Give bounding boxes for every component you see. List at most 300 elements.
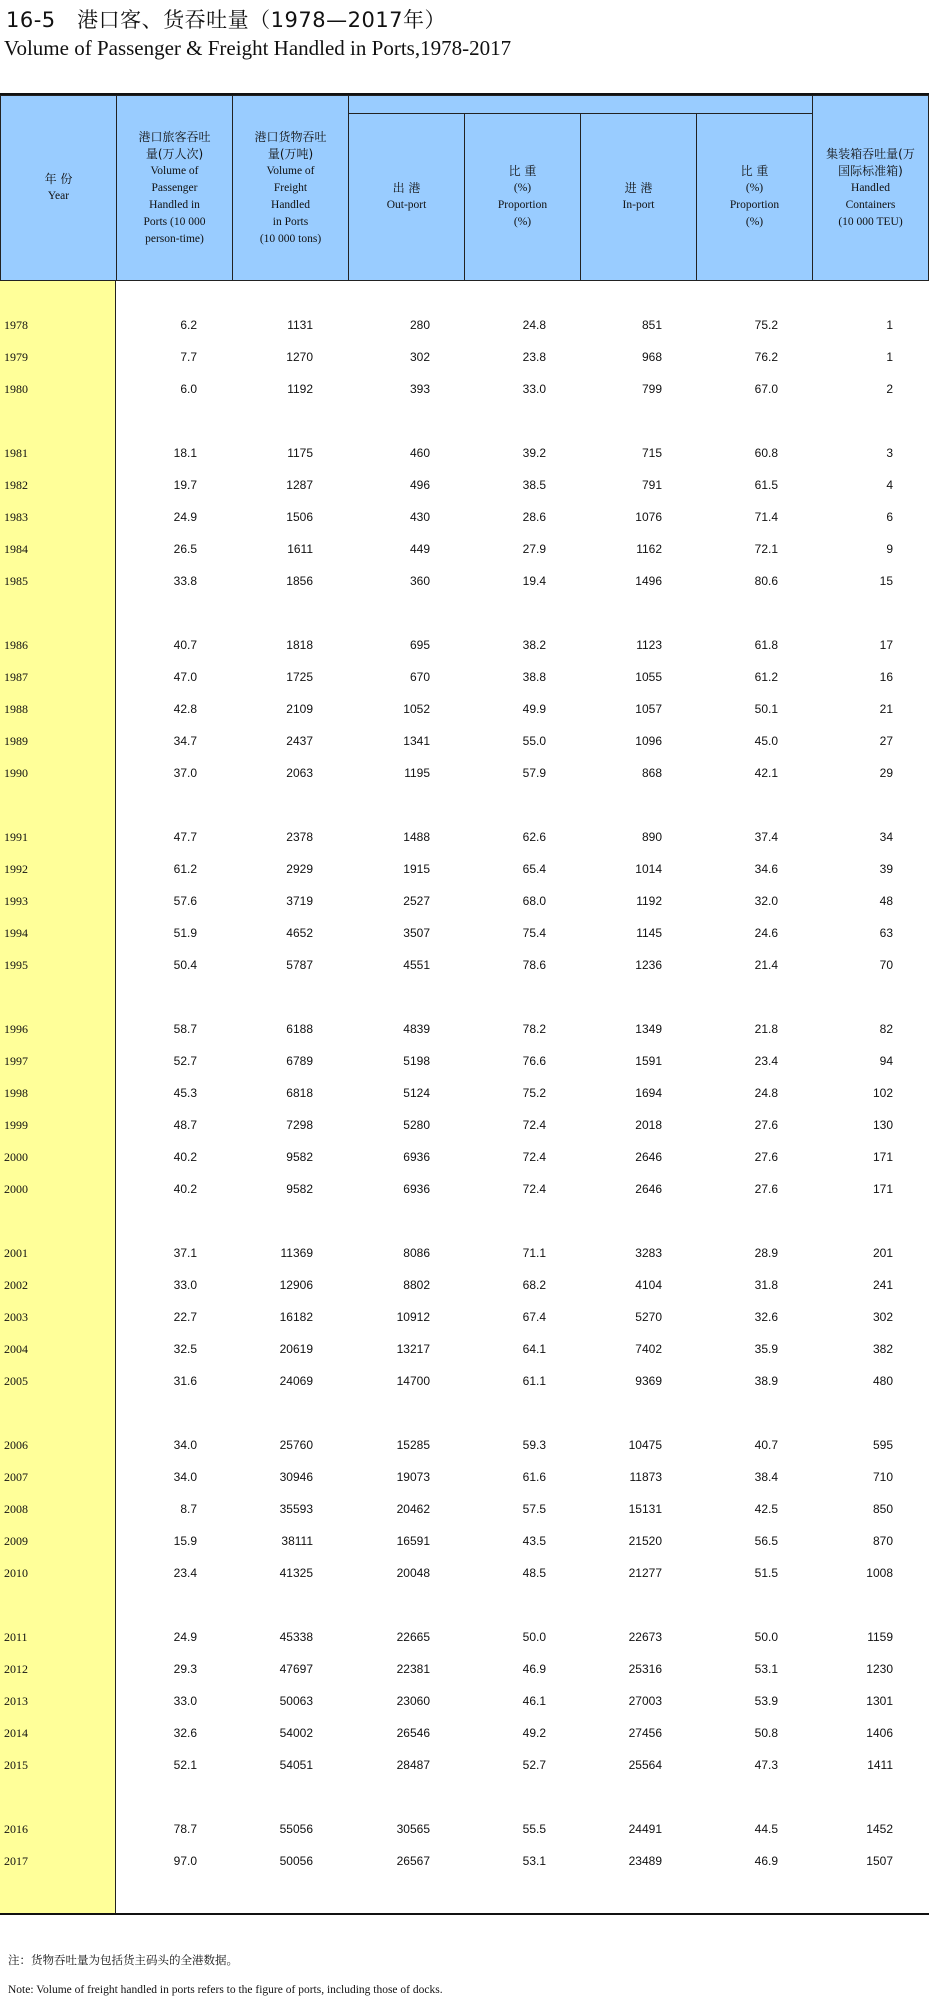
table-row [0, 1758, 929, 1778]
cell-inport: 24491 [628, 1822, 662, 1836]
cell-inport: 4104 [635, 1278, 662, 1292]
cell-proportion-in: 21.8 [754, 1022, 778, 1036]
cell-outport: 15285 [396, 1438, 430, 1452]
cell-proportion-in: 50.0 [754, 1630, 778, 1644]
cell-year: 1997 [4, 1054, 28, 1068]
header-prop2-pct2: (%) [745, 216, 764, 228]
cell-proportion-out: 46.9 [522, 1662, 546, 1676]
cell-containers: 710 [872, 1470, 893, 1484]
cell-outport: 2527 [403, 894, 430, 908]
cell-proportion-in: 61.8 [754, 638, 778, 652]
cell-proportion-in: 27.6 [754, 1182, 778, 1196]
cell-proportion-out: 33.0 [522, 382, 546, 396]
cell-proportion-in: 42.5 [754, 1502, 778, 1516]
cell-proportion-in: 31.8 [754, 1278, 778, 1292]
table-row [0, 1150, 929, 1170]
table-row [0, 1182, 929, 1202]
cell-passenger: 78.7 [173, 1822, 197, 1836]
cell-containers: 201 [872, 1246, 893, 1260]
cell-freight: 1131 [287, 318, 313, 332]
table-row [0, 1438, 929, 1458]
cell-passenger: 42.8 [173, 702, 197, 716]
cell-proportion-out: 72.4 [522, 1182, 546, 1196]
cell-inport: 1145 [636, 926, 662, 940]
cell-outport: 393 [409, 382, 430, 396]
cell-proportion-in: 23.4 [754, 1054, 778, 1068]
cell-proportion-out: 23.8 [522, 350, 546, 364]
cell-year: 1990 [4, 766, 28, 780]
cell-proportion-in: 37.4 [754, 830, 778, 844]
cell-year: 2017 [4, 1854, 28, 1868]
table-row [0, 830, 929, 850]
header-freight-span [348, 95, 813, 114]
cell-passenger: 6.0 [180, 382, 197, 396]
cell-inport: 25564 [628, 1758, 662, 1772]
cell-proportion-out: 43.5 [522, 1534, 546, 1548]
cell-passenger: 33.0 [173, 1278, 197, 1292]
cell-inport: 11873 [629, 1470, 662, 1484]
cell-freight: 9582 [286, 1150, 313, 1164]
cell-proportion-out: 78.2 [522, 1022, 546, 1036]
cell-year: 1979 [4, 350, 28, 364]
cell-proportion-in: 80.6 [754, 574, 778, 588]
cell-containers: 171 [872, 1150, 893, 1164]
table-row [0, 1726, 929, 1746]
cell-containers: 27 [879, 734, 893, 748]
cell-passenger: 61.2 [173, 862, 197, 876]
note-en: Note: Volume of freight handled in ports refers to the figure of ports, including those of docks. [8, 1984, 443, 1996]
header-proportion-in [696, 113, 813, 281]
cell-freight: 35593 [279, 1502, 313, 1516]
cell-outport: 22665 [396, 1630, 430, 1644]
header-outport-en: Out-port [386, 199, 427, 211]
cell-inport: 25316 [628, 1662, 662, 1676]
cell-outport: 6936 [403, 1182, 430, 1196]
cell-proportion-in: 67.0 [754, 382, 778, 396]
cell-containers: 6 [886, 510, 893, 524]
table-row [0, 478, 929, 498]
cell-freight: 20619 [279, 1342, 313, 1356]
cell-passenger: 50.4 [173, 958, 197, 972]
header-prop2-pct: (%) [745, 182, 764, 194]
cell-outport: 28487 [396, 1758, 430, 1772]
cell-inport: 27456 [628, 1726, 662, 1740]
cell-outport: 19073 [396, 1470, 430, 1484]
cell-year: 1982 [4, 478, 28, 492]
cell-passenger: 31.6 [173, 1374, 197, 1388]
cell-inport: 21277 [628, 1566, 662, 1580]
cell-proportion-in: 27.6 [754, 1150, 778, 1164]
cell-freight: 54051 [279, 1758, 313, 1772]
cell-year: 1985 [4, 574, 28, 588]
cell-proportion-out: 76.6 [522, 1054, 546, 1068]
cell-outport: 20462 [396, 1502, 430, 1516]
table-row [0, 1022, 929, 1042]
header-passenger-en3: Handled in [149, 198, 200, 211]
cell-proportion-in: 61.5 [754, 478, 778, 492]
cell-proportion-out: 55.0 [522, 734, 546, 748]
cell-freight: 47697 [279, 1662, 313, 1676]
cell-proportion-in: 53.1 [754, 1662, 778, 1676]
cell-proportion-in: 47.3 [754, 1758, 778, 1772]
cell-year: 2002 [4, 1278, 28, 1292]
cell-inport: 1123 [636, 638, 662, 652]
cell-freight: 2109 [286, 702, 313, 716]
cell-proportion-in: 60.8 [754, 446, 778, 460]
cell-proportion-out: 57.9 [522, 766, 546, 780]
cell-inport: 10475 [628, 1438, 662, 1452]
cell-inport: 1096 [635, 734, 662, 748]
cell-outport: 23060 [396, 1694, 430, 1708]
cell-proportion-in: 44.5 [754, 1822, 778, 1836]
cell-proportion-out: 62.6 [522, 830, 546, 844]
cell-inport: 799 [641, 382, 662, 396]
cell-year: 1989 [4, 734, 28, 748]
table-row [0, 1534, 929, 1554]
cell-proportion-out: 72.4 [522, 1150, 546, 1164]
cell-outport: 22381 [396, 1662, 430, 1676]
cell-containers: 1507 [866, 1854, 893, 1868]
table-row [0, 1694, 929, 1714]
cell-containers: 82 [879, 1022, 893, 1036]
table-row [0, 1854, 929, 1874]
cell-proportion-out: 38.8 [522, 670, 546, 684]
cell-proportion-in: 76.2 [754, 350, 778, 364]
cell-freight: 24069 [279, 1374, 313, 1388]
table-row [0, 446, 929, 466]
header-outport [348, 113, 465, 281]
cell-outport: 5280 [403, 1118, 430, 1132]
cell-proportion-in: 50.1 [754, 702, 778, 716]
cell-year: 1988 [4, 702, 28, 716]
cell-outport: 6936 [403, 1150, 430, 1164]
header-containers-en3: (10 000 TEU) [838, 215, 903, 228]
cell-year: 1983 [4, 510, 28, 524]
header-passenger-cn: 港口旅客吞吐量(万人次) [138, 129, 211, 161]
cell-proportion-out: 72.4 [522, 1118, 546, 1132]
header-containers-en1: Handled [851, 181, 890, 194]
cell-containers: 302 [872, 1310, 893, 1324]
cell-freight: 38111 [281, 1534, 313, 1548]
cell-year: 1998 [4, 1086, 28, 1100]
cell-proportion-in: 35.9 [754, 1342, 778, 1356]
cell-proportion-out: 65.4 [522, 862, 546, 876]
cell-containers: 1452 [866, 1822, 893, 1836]
header-inport-cn: 进 港 [624, 181, 653, 195]
header-freight-en1: Volume of [266, 164, 315, 177]
header-freight-en2: Freight [273, 181, 308, 194]
cell-inport: 1349 [635, 1022, 662, 1036]
cell-containers: 29 [879, 766, 893, 780]
cell-year: 1981 [4, 446, 28, 460]
cell-inport: 1057 [635, 702, 662, 716]
table-row [0, 542, 929, 562]
cell-inport: 5270 [635, 1310, 662, 1324]
cell-outport: 8086 [403, 1246, 430, 1260]
table-row [0, 702, 929, 722]
cell-passenger: 19.7 [173, 478, 197, 492]
cell-inport: 1076 [635, 510, 662, 524]
cell-inport: 1014 [635, 862, 662, 876]
table-row [0, 350, 929, 370]
cell-outport: 8802 [403, 1278, 430, 1292]
table-row [0, 1118, 929, 1138]
table-row [0, 1246, 929, 1266]
cell-freight: 2063 [286, 766, 313, 780]
header-inport-en: In-port [622, 199, 655, 211]
table-row [0, 1822, 929, 1842]
cell-passenger: 29.3 [173, 1662, 197, 1676]
table-row [0, 958, 929, 978]
cell-freight: 2437 [286, 734, 313, 748]
cell-year: 2008 [4, 1502, 28, 1516]
cell-containers: 21 [879, 702, 893, 716]
cell-inport: 868 [641, 766, 662, 780]
cell-proportion-out: 49.9 [522, 702, 546, 716]
cell-freight: 55056 [279, 1822, 313, 1836]
table-row [0, 1662, 929, 1682]
cell-inport: 2646 [635, 1150, 662, 1164]
cell-year: 2006 [4, 1438, 28, 1452]
cell-containers: 1159 [867, 1630, 893, 1644]
cell-year: 2011 [4, 1630, 28, 1644]
cell-proportion-out: 46.1 [522, 1694, 546, 1708]
cell-passenger: 22.7 [173, 1310, 197, 1324]
cell-freight: 3719 [286, 894, 313, 908]
cell-outport: 4839 [403, 1022, 430, 1036]
cell-inport: 2646 [635, 1182, 662, 1196]
cell-year: 2014 [4, 1726, 28, 1740]
cell-inport: 1694 [635, 1086, 662, 1100]
cell-freight: 5787 [286, 958, 313, 972]
table-row [0, 926, 929, 946]
cell-inport: 27003 [628, 1694, 662, 1708]
cell-containers: 870 [872, 1534, 893, 1548]
cell-freight: 45338 [279, 1630, 313, 1644]
cell-outport: 1915 [403, 862, 430, 876]
header-prop1-cn: 比 重 [508, 164, 537, 178]
header-containers-cn: 集装箱吞吐量(万国际标准箱) [826, 146, 915, 178]
cell-outport: 430 [409, 510, 430, 524]
cell-freight: 1270 [286, 350, 313, 364]
header-containers [812, 95, 929, 281]
cell-passenger: 24.9 [173, 510, 197, 524]
cell-proportion-out: 61.1 [522, 1374, 546, 1388]
cell-outport: 13217 [396, 1342, 430, 1356]
cell-proportion-out: 49.2 [522, 1726, 546, 1740]
header-prop2-en: Proportion [729, 199, 780, 211]
cell-containers: 63 [879, 926, 893, 940]
table-row [0, 1566, 929, 1586]
cell-proportion-out: 27.9 [522, 542, 546, 556]
cell-containers: 102 [872, 1086, 893, 1100]
cell-freight: 6789 [286, 1054, 313, 1068]
cell-freight: 11369 [280, 1246, 313, 1260]
cell-containers: 34 [879, 830, 893, 844]
cell-inport: 9369 [635, 1374, 662, 1388]
cell-inport: 968 [641, 350, 662, 364]
cell-outport: 449 [409, 542, 430, 556]
header-passenger-en2: Passenger [151, 181, 198, 194]
cell-proportion-in: 50.8 [754, 1726, 778, 1740]
header-inport [580, 113, 697, 281]
cell-year: 2012 [4, 1662, 28, 1676]
cell-proportion-in: 28.9 [754, 1246, 778, 1260]
cell-containers: 1411 [867, 1758, 893, 1772]
table-row [0, 1374, 929, 1394]
cell-proportion-in: 38.9 [754, 1374, 778, 1388]
cell-outport: 16591 [396, 1534, 430, 1548]
cell-freight: 30946 [279, 1470, 313, 1484]
cell-proportion-out: 50.0 [522, 1630, 546, 1644]
cell-freight: 9582 [286, 1182, 313, 1196]
cell-containers: 17 [879, 638, 893, 652]
cell-passenger: 33.0 [173, 1694, 197, 1708]
cell-year: 1978 [4, 318, 28, 332]
cell-year: 2013 [4, 1694, 28, 1708]
cell-inport: 15131 [628, 1502, 662, 1516]
cell-outport: 26546 [396, 1726, 430, 1740]
cell-passenger: 40.2 [173, 1182, 197, 1196]
cell-proportion-in: 27.6 [754, 1118, 778, 1132]
cell-containers: 94 [879, 1054, 893, 1068]
cell-year: 1993 [4, 894, 28, 908]
cell-proportion-in: 24.8 [754, 1086, 778, 1100]
cell-inport: 1496 [635, 574, 662, 588]
cell-freight: 2378 [286, 830, 313, 844]
header-year [0, 95, 117, 281]
cell-proportion-in: 71.4 [754, 510, 778, 524]
cell-inport: 1162 [636, 542, 662, 556]
cell-passenger: 37.1 [173, 1246, 197, 1260]
cell-passenger: 18.1 [173, 446, 197, 460]
table-row [0, 510, 929, 530]
cell-proportion-out: 68.2 [522, 1278, 546, 1292]
cell-year: 2000 [4, 1150, 28, 1164]
cell-proportion-out: 24.8 [522, 318, 546, 332]
cell-containers: 1 [886, 318, 893, 332]
cell-year: 1986 [4, 638, 28, 652]
cell-year: 1992 [4, 862, 28, 876]
cell-freight: 1818 [286, 638, 313, 652]
cell-containers: 48 [879, 894, 893, 908]
cell-passenger: 47.7 [173, 830, 197, 844]
cell-outport: 1052 [403, 702, 430, 716]
cell-passenger: 48.7 [173, 1118, 197, 1132]
cell-passenger: 58.7 [173, 1022, 197, 1036]
cell-containers: 16 [879, 670, 893, 684]
cell-outport: 10912 [396, 1310, 430, 1324]
table-row [0, 862, 929, 882]
table-row [0, 574, 929, 594]
cell-proportion-in: 56.5 [754, 1534, 778, 1548]
header-passenger-en1: Volume of [150, 164, 199, 177]
cell-outport: 14700 [396, 1374, 430, 1388]
cell-proportion-out: 38.2 [522, 638, 546, 652]
cell-outport: 1195 [404, 766, 430, 780]
cell-containers: 850 [872, 1502, 893, 1516]
header-outport-cn: 出 港 [392, 181, 421, 195]
cell-inport: 3283 [635, 1246, 662, 1260]
cell-inport: 1236 [635, 958, 662, 972]
cell-containers: 1406 [866, 1726, 893, 1740]
cell-year: 2000 [4, 1182, 28, 1196]
cell-proportion-out: 28.6 [522, 510, 546, 524]
cell-freight: 1725 [286, 670, 313, 684]
cell-year: 1984 [4, 542, 28, 556]
cell-inport: 7402 [635, 1342, 662, 1356]
header-containers-en2: Containers [845, 198, 896, 211]
cell-freight: 25760 [279, 1438, 313, 1452]
cell-proportion-in: 75.2 [754, 318, 778, 332]
cell-containers: 1008 [866, 1566, 893, 1580]
cell-outport: 280 [409, 318, 430, 332]
cell-containers: 70 [879, 958, 893, 972]
cell-freight: 41325 [279, 1566, 313, 1580]
cell-proportion-in: 46.9 [754, 1854, 778, 1868]
cell-inport: 21520 [628, 1534, 662, 1548]
cell-proportion-in: 34.6 [754, 862, 778, 876]
cell-passenger: 47.0 [173, 670, 197, 684]
cell-proportion-out: 71.1 [522, 1246, 546, 1260]
note-cn: 注：货物吞吐量为包括货主码头的全港数据。 [8, 1953, 238, 1967]
cell-year: 2015 [4, 1758, 28, 1772]
cell-containers: 595 [872, 1438, 893, 1452]
cell-outport: 496 [409, 478, 430, 492]
cell-passenger: 15.9 [173, 1534, 197, 1548]
cell-inport: 715 [641, 446, 662, 460]
cell-freight: 1287 [286, 478, 313, 492]
cell-year: 1994 [4, 926, 28, 940]
table-row [0, 1630, 929, 1650]
cell-freight: 6188 [286, 1022, 313, 1036]
cell-proportion-in: 21.4 [754, 958, 778, 972]
cell-proportion-out: 61.6 [522, 1470, 546, 1484]
cell-inport: 23489 [628, 1854, 662, 1868]
page-title-en: Volume of Passenger & Freight Handled in Ports,1978-2017 [4, 36, 512, 60]
header-passenger-en5: person-time) [145, 232, 204, 245]
cell-outport: 3507 [403, 926, 430, 940]
header-proportion-out [464, 113, 581, 281]
cell-freight: 50056 [279, 1854, 313, 1868]
header-freight-cn: 港口货物吞吐量(万吨) [254, 129, 327, 161]
cell-passenger: 7.7 [180, 350, 197, 364]
cell-inport: 791 [641, 478, 662, 492]
cell-passenger: 97.0 [173, 1854, 197, 1868]
cell-year: 2016 [4, 1822, 28, 1836]
cell-inport: 851 [641, 318, 662, 332]
cell-inport: 2018 [635, 1118, 662, 1132]
cell-passenger: 52.1 [173, 1758, 197, 1772]
cell-freight: 1611 [287, 542, 313, 556]
cell-outport: 5198 [403, 1054, 430, 1068]
cell-containers: 39 [879, 862, 893, 876]
cell-passenger: 40.2 [173, 1150, 197, 1164]
cell-outport: 26567 [396, 1854, 430, 1868]
cell-proportion-in: 51.5 [754, 1566, 778, 1580]
cell-outport: 695 [409, 638, 430, 652]
cell-proportion-out: 57.5 [522, 1502, 546, 1516]
cell-passenger: 33.8 [173, 574, 197, 588]
cell-freight: 4652 [286, 926, 313, 940]
cell-containers: 171 [872, 1182, 893, 1196]
cell-outport: 460 [409, 446, 430, 460]
cell-passenger: 52.7 [173, 1054, 197, 1068]
cell-year: 2010 [4, 1566, 28, 1580]
cell-proportion-out: 19.4 [522, 574, 546, 588]
table-row [0, 670, 929, 690]
cell-freight: 1175 [287, 446, 313, 460]
